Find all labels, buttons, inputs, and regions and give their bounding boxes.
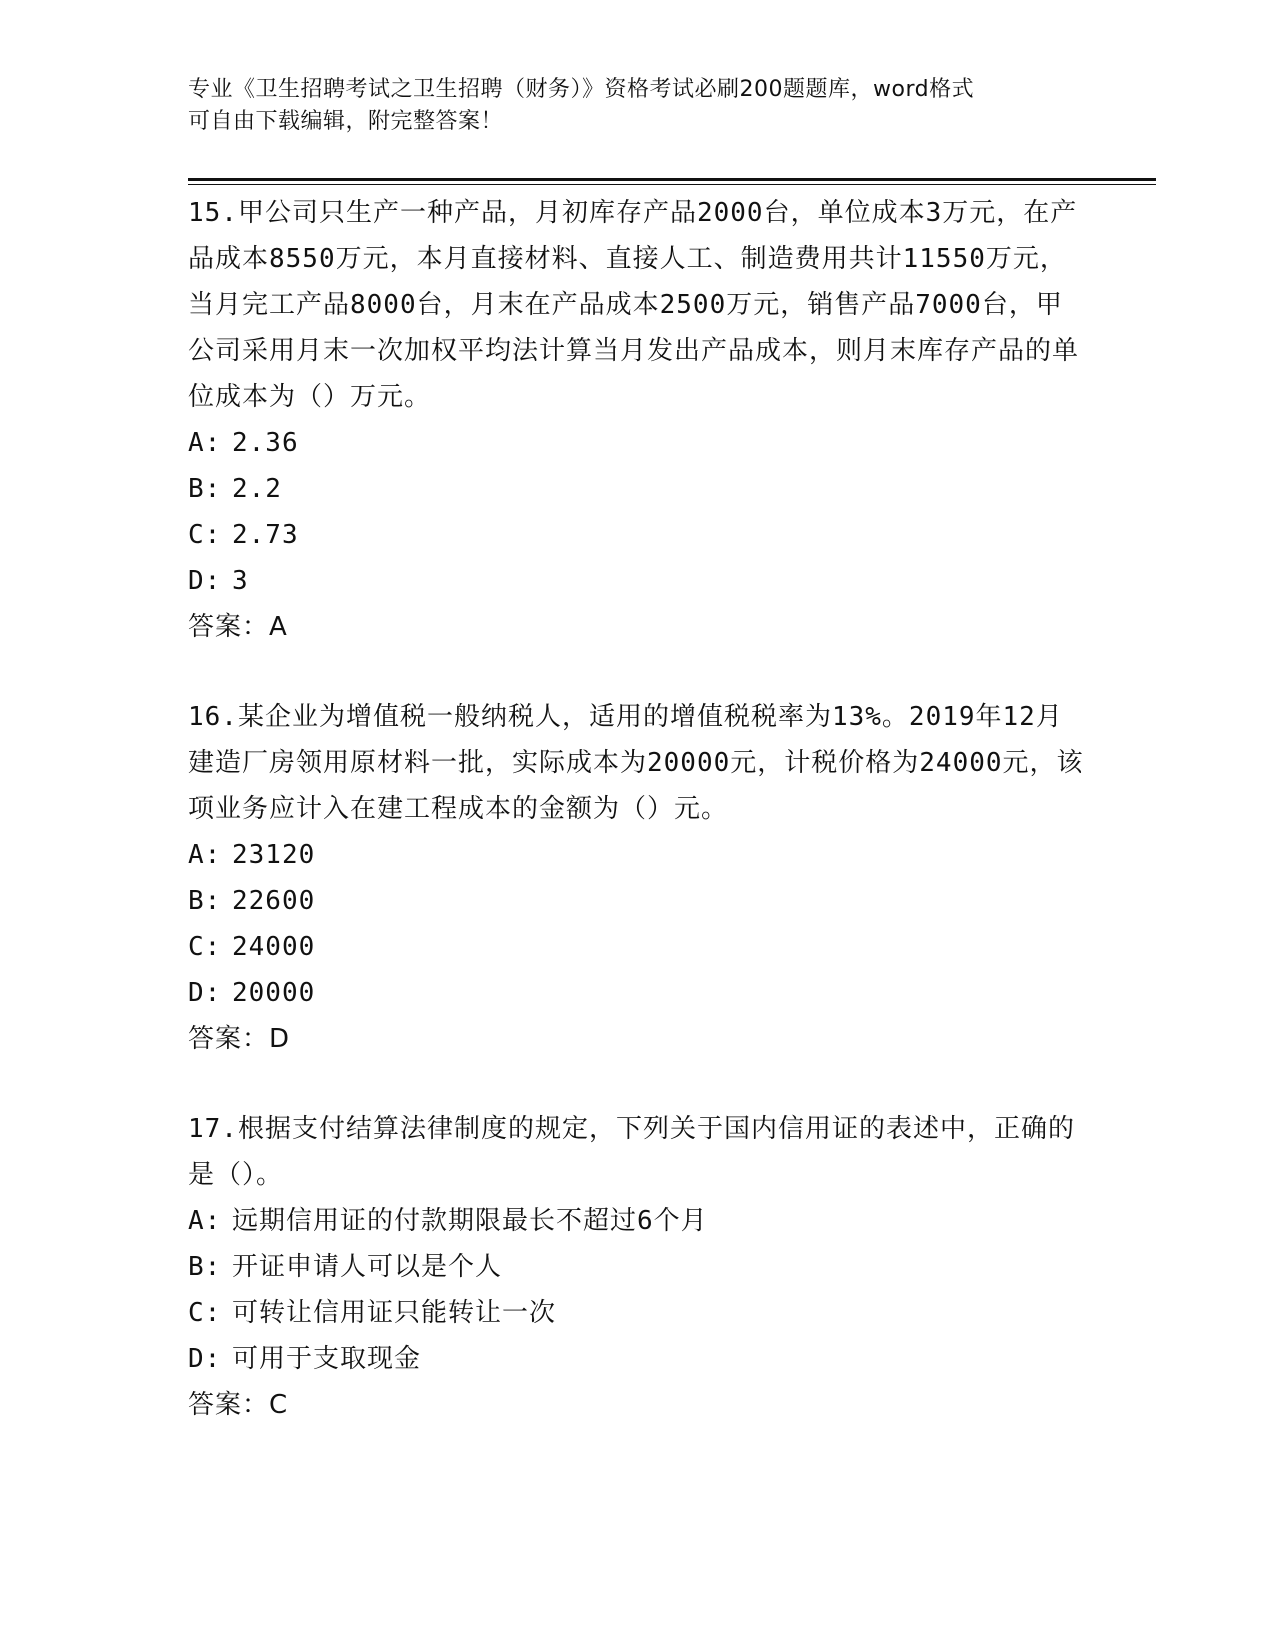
option-d (188, 558, 1088, 604)
option-d (188, 1336, 1088, 1382)
header-divider-thick (188, 178, 1156, 181)
option-key: A: (188, 840, 222, 870)
document-header (188, 74, 1088, 138)
option-text: 2.73 (232, 520, 299, 550)
option-c (188, 1290, 1088, 1336)
option-c (188, 924, 1088, 970)
question-stem: 17.根据支付结算法律制度的规定，下列关于国内信用证的表述中，正确的是（）。 (188, 1114, 1075, 1190)
header-divider-thin (188, 184, 1156, 185)
option-text: 2.2 (232, 474, 282, 504)
answer-line: 答案：C (188, 1390, 289, 1420)
answer-line: 答案：A (188, 612, 288, 642)
option-b (188, 878, 1088, 924)
question-17 (188, 1106, 1088, 1428)
option-text: 可转让信用证只能转让一次 (232, 1298, 557, 1328)
question-stem: 16.某企业为增值税一般纳税人，适用的增值税税率为13%。2019年12月建造厂房领用原材料一批，实际成本为20000元，计税价格为24000元，该项业务应计入在建工程成本的金额为（）元。 (188, 702, 1084, 824)
option-key: B: (188, 1252, 222, 1282)
option-key: A: (188, 428, 222, 458)
option-text: 可用于支取现金 (232, 1344, 422, 1374)
header-line-1: 专业《卫生招聘考试之卫生招聘（财务）》资格考试必刷200题题库，word格式 (188, 77, 975, 102)
option-key: C: (188, 520, 222, 550)
option-text: 3 (232, 566, 249, 596)
option-key: D: (188, 566, 222, 596)
option-key: C: (188, 1298, 222, 1328)
option-text: 22600 (232, 886, 316, 916)
option-key: D: (188, 978, 222, 1008)
option-text: 24000 (232, 932, 316, 962)
option-a (188, 420, 1088, 466)
header-line-2: 可自由下载编辑，附完整答案！ (188, 109, 504, 134)
answer-line: 答案：D (188, 1024, 291, 1054)
option-c (188, 512, 1088, 558)
option-b (188, 1244, 1088, 1290)
option-key: B: (188, 886, 222, 916)
option-key: D: (188, 1344, 222, 1374)
question-stem: 15.甲公司只生产一种产品，月初库存产品2000台，单位成本3万元，在产品成本8550万元，本月直接材料、直接人工、制造费用共计11550万元，当月完工产品8000台，月末在产品成本2500万元，销售产品7000台，甲公司采用月末一次加权平均法计算当月发出产品成本，则月末库存产品的单位成本为（）万元。 (188, 198, 1080, 412)
option-text: 20000 (232, 978, 316, 1008)
option-key: A: (188, 1206, 222, 1236)
question-16 (188, 694, 1088, 1062)
question-15 (188, 190, 1088, 650)
option-text: 2.36 (232, 428, 299, 458)
option-key: B: (188, 474, 222, 504)
option-b (188, 466, 1088, 512)
option-key: C: (188, 932, 222, 962)
option-a (188, 832, 1088, 878)
option-a (188, 1198, 1088, 1244)
option-d (188, 970, 1088, 1016)
option-text: 23120 (232, 840, 316, 870)
option-text: 远期信用证的付款期限最长不超过6个月 (232, 1206, 708, 1236)
option-text: 开证申请人可以是个人 (232, 1252, 503, 1282)
question-list (188, 190, 1088, 1472)
